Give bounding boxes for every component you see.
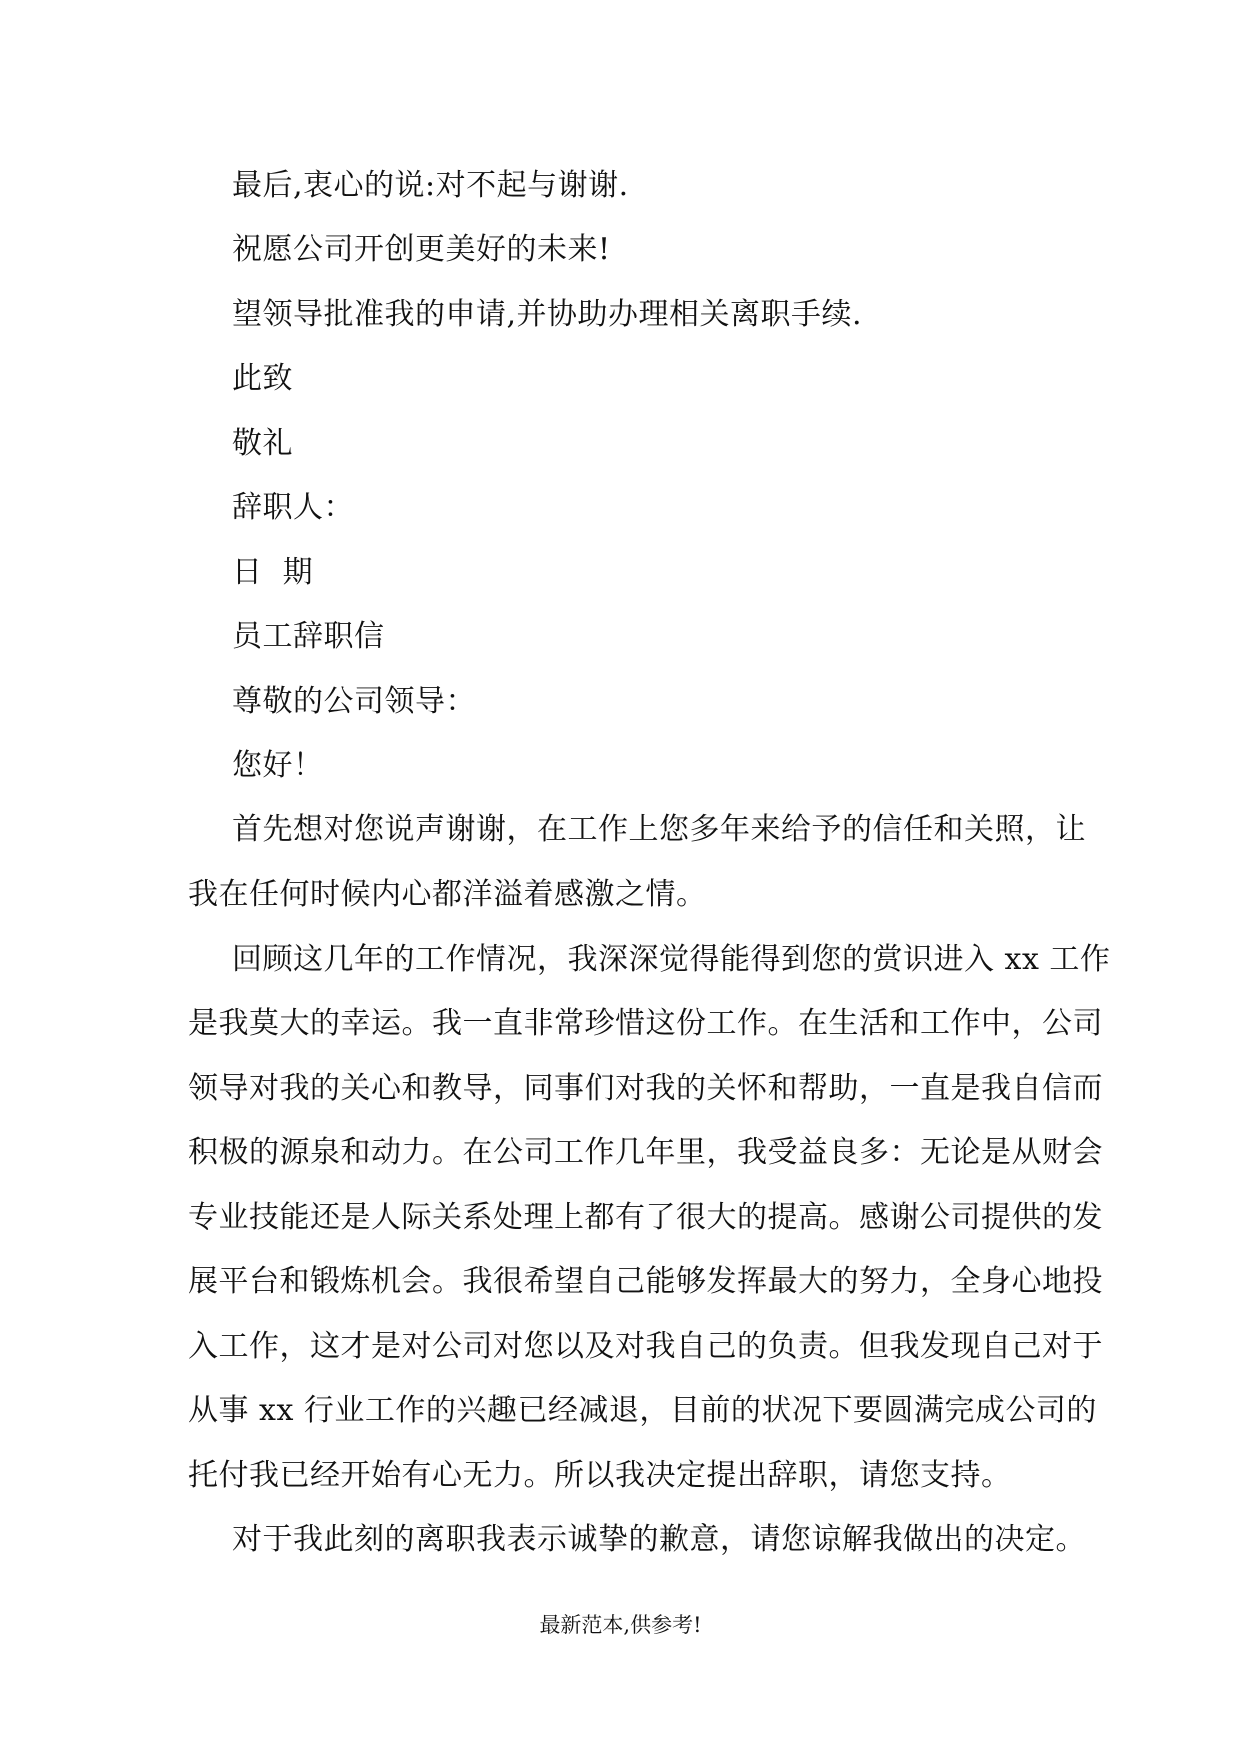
- body-paragraph-2-line-9: 托付我已经开始有心无力。所以我决定提出辞职，请您支持。: [188, 1458, 1012, 1493]
- body-paragraph-3-line-1: 对于我此刻的离职我表示诚挚的歉意，请您谅解我做出的决定。: [232, 1522, 1086, 1557]
- body-paragraph-2-line-2: 是我莫大的幸运。我一直非常珍惜这份工作。在生活和工作中，公司: [188, 1006, 1103, 1041]
- body-paragraph-2-line-5: 专业技能还是人际关系处理上都有了很大的提高。感谢公司提供的发: [188, 1200, 1103, 1235]
- recipient-line: 尊敬的公司领导：: [232, 684, 476, 719]
- date-label: 日 期: [232, 555, 314, 590]
- body-paragraph-2-line-8: 从事 xx 行业工作的兴趣已经减退，目前的状况下要圆满完成公司的: [188, 1393, 1097, 1428]
- resigner-label: 辞职人：: [232, 490, 354, 525]
- salutation-jingli: 敬礼: [232, 426, 293, 461]
- page-footer: 最新范本,供参考!: [539, 1613, 702, 1637]
- body-paragraph-1-line-1: 首先想对您说声谢谢，在工作上您多年来给予的信任和关照，让: [232, 812, 1086, 847]
- letter-title: 员工辞职信: [232, 619, 385, 654]
- body-paragraph-1-line-2: 我在任何时候内心都洋溢着感激之情。: [188, 877, 707, 912]
- request-line: 望领导批准我的申请,并协助办理相关离职手续.: [232, 297, 863, 332]
- body-paragraph-2-line-6: 展平台和锻炼机会。我很希望自己能够发挥最大的努力，全身心地投: [188, 1264, 1103, 1299]
- body-paragraph-2-line-3: 领导对我的关心和教导，同事们对我的关怀和帮助，一直是我自信而: [188, 1071, 1103, 1106]
- body-paragraph-2-line-1: 回顾这几年的工作情况，我深深觉得能得到您的赏识进入 xx 工作: [232, 942, 1111, 977]
- greeting-line: 您好！: [232, 748, 324, 783]
- body-paragraph-2-line-7: 入工作，这才是对公司对您以及对我自己的负责。但我发现自己对于: [188, 1329, 1103, 1364]
- closing-thanks-line: 最后,衷心的说:对不起与谢谢.: [232, 168, 629, 203]
- body-paragraph-2-line-4: 积极的源泉和动力。在公司工作几年里，我受益良多：无论是从财会: [188, 1135, 1103, 1170]
- wish-line: 祝愿公司开创更美好的未来!: [232, 232, 611, 267]
- salutation-cizhi: 此致: [232, 361, 293, 396]
